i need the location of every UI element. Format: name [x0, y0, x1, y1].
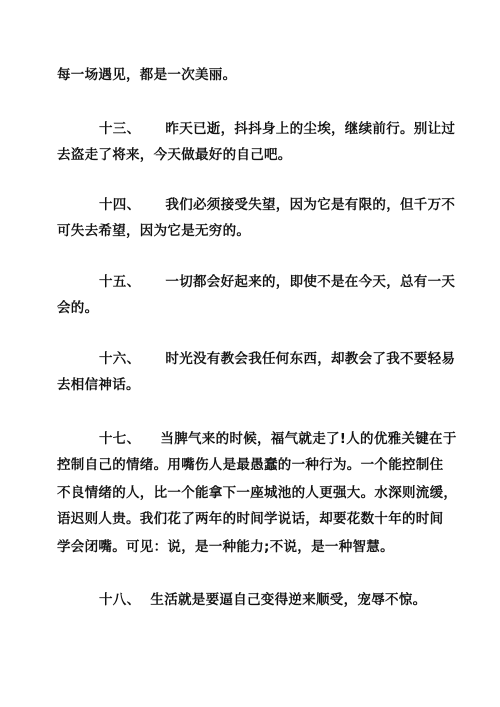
- item-18-first-line: [99, 591, 426, 609]
- item-13-first-line: [99, 120, 455, 138]
- item-18-number: 十八、: [99, 592, 141, 608]
- item-17-text-line-5: 学会闭嘴。可见：说，是一种能力;不说，是一种智慧。: [57, 539, 394, 555]
- item-16-first-line: [99, 350, 455, 368]
- item-14-first-line: [99, 196, 455, 214]
- item-15-number: 十五、: [99, 274, 141, 290]
- item-17-text-line-2: 控制自己的情绪。用嘴伤人是最愚蠢的一种行为。一个能控制住: [57, 457, 444, 473]
- item-16-number: 十六、: [99, 351, 141, 367]
- item-15-first-line: [99, 273, 455, 291]
- item-15-text-line-2: 会的。: [57, 300, 99, 316]
- item-13-text-line-2: 去盗走了将来，今天做最好的自己吧。: [57, 147, 292, 163]
- item-14-number: 十四、: [99, 197, 141, 213]
- intro-line: 每一场遇见，都是一次美丽。: [57, 67, 237, 83]
- item-17-number: 十七、: [99, 431, 141, 447]
- item-18-text-line-1: 生活就是要逼自己变得逆来顺受，宠辱不惊。: [150, 592, 427, 608]
- item-13-number: 十三、: [99, 121, 141, 137]
- item-14-text-line-1: 我们必须接受失望，因为它是有限的，但千万不: [165, 197, 456, 213]
- item-15-text-line-1: 一切都会好起来的，即使不是在今天，总有一天: [165, 274, 456, 290]
- item-13-text-line-1: 昨天已逝，抖抖身上的尘埃，继续前行。别让过: [165, 121, 456, 137]
- item-17-text-line-3: 不良情绪的人，比一个能拿下一座城池的人更强大。水深则流缓，: [57, 485, 458, 501]
- item-17-text-line-1: 当脾气来的时候，福气就走了!人的优雅关键在于: [160, 431, 457, 447]
- item-16-text-line-1: 时光没有教会我任何东西，却教会了我不要轻易: [165, 351, 456, 367]
- item-14-text-line-2: 可失去希望，因为它是无穷的。: [57, 223, 251, 239]
- item-17-text-line-4: 语迟则人贵。我们花了两年的时间学说话，却要花数十年的时间: [57, 511, 444, 527]
- item-17-first-line: [99, 430, 457, 448]
- item-16-text-line-2: 去相信神话。: [57, 377, 140, 393]
